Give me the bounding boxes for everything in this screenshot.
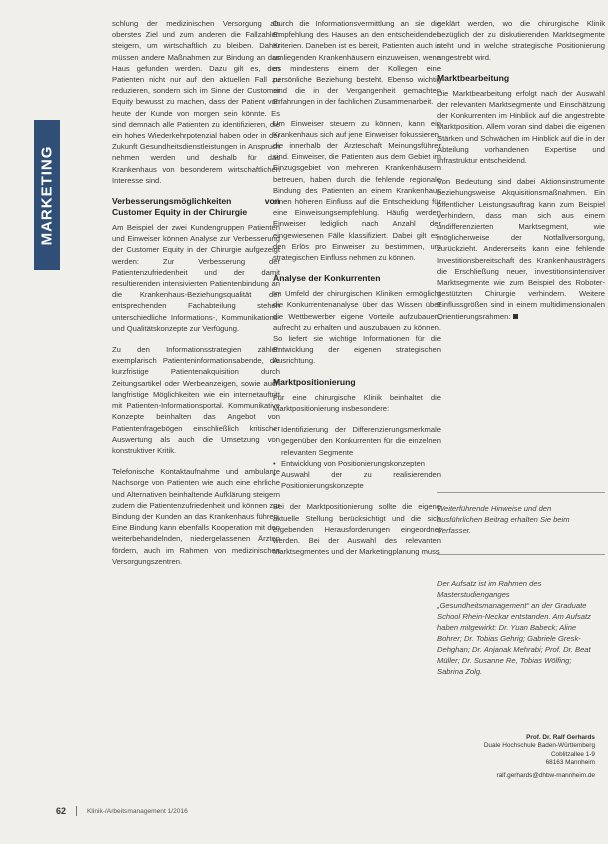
- author-email: ralf.gerhards@dhbw-mannheim.de: [496, 772, 595, 779]
- column-1: [112, 18, 280, 577]
- end-mark-icon: [513, 314, 518, 319]
- divider: [437, 554, 605, 555]
- paragraph: Durch die Informationsvermittlung an sie die Empfehlung des Hauses an den entscheidenden Kriterien. Daneben ist es bereit, Patienten auch in umliegenden Krankenhäusern einzuweisen, wenn es mindestens einem der Kollegen eine persönliche Beziehung besteht. Ebenso wichtig sind die in der Vergangenheit gemachten Erfahrungen in der fachlichen Zusammenarbeit.: [273, 19, 441, 107]
- authors-note: Der Aufsatz ist im Rahmen des Masterstudienganges „Gesundheitsmanagement“ an der Graduate School Rhein-Neckar entstanden. Am Aufsatz haben mitgewirkt: Dr. Yuan Babeck; Aline Bohrer; Dr. Tobias Gehrig; Gabriele Gresk-Dehghan; Dr. Anjanak Mehrabi; Prof. Dr. Beat Müller; Dr. Susanne Re, Tobias Wölfing; Sabrina Zolg.: [437, 579, 591, 676]
- paragraph: Im Umfeld der chirurgischen Kliniken ermöglicht die Konkurrentenanalyse über das Wissen über die Wettbewerber eigene Vorteile aufzubauen, aufrecht zu erhalten und auszubauen zu können. So liefert sie wichtige Informationen für die Entwicklung der eigenen strategischen Ausrichtung.: [273, 289, 441, 366]
- paragraph: Für eine chirurgische Klinik beinhaltet die Marktpositionierung insbesondere:: [273, 392, 441, 413]
- paragraph: Bei der Marktpositionierung sollte die eigene aktuelle Stellung berücksichtigt und die sich ergebenden Herausforderungen eingeordnet werden. Bei der Auswahl des relevanten Marktsegmentes und der Marketingplanung muss: [273, 502, 441, 557]
- paragraph: Am Beispiel der zwei Kundengruppen Patienten und Einweiser können Analyse zur Verbesserung der Customer Equity in der Chirurgie aufgezeigt werden: Zur Verbesserung der Patientenzufriedenheit und der damit resultierenden intensivierten Patientenbindung an die Krankenhaus-Beziehungsqualität der entsprechenden Fachabteilung stehen unterschiedliche Informations-, Kommunikations- und Qualitätskonzepte zur Verfügung.: [112, 223, 280, 333]
- paragraph: Zu den Informationsstrategien zählen exemplarisch Patienteninformationsabende, die kurzfristige Patientenakquisition durch Zeitungsartikel oder Werbeanzeigen, sowie auch langfristige Möglichkeiten wie ein internetauftritt mit Patienten-Informationsportal. Kommunikative Konzepte beinhalten das Angebot von Patientenfragebögen einschließlich kritischer Auswertung als auch die Umsetzung von konstruktiver Kritik.: [112, 345, 280, 455]
- author-name: Prof. Dr. Ralf Gerhards: [526, 734, 595, 741]
- section-heading: Verbesserungsmöglichkeiten von Customer Equity in der Chirurgie: [112, 196, 280, 218]
- author-city: 68163 Mannheim: [545, 759, 595, 767]
- paragraph: Telefonische Kontaktaufnahme und ambulante Nachsorge von Patienten wie auch eine ehrliche und Alternativen beinhaltende Aufklärung steigern zudem die Patientenzufriedenheit und können zur Bindung der Kunden an das Krankenhaus führen. Eine Bindung kann ebenfalls Kooperation mit den weiterbehandelnden, niedergelassenen Ärzten fördern, auch im Rahmen von medizinischen Versorgungszentren.: [112, 467, 280, 566]
- paragraph: schlung der medizinischen Versorgung als oberstes Ziel und zum anderen die Fallzahlen steigern, um wirtschaftlich zu bleiben. Daher müssen andere Maßnahmen zur Bindung an das Haus gefunden werden. Dazu gilt es, den Patienten nicht nur auf den aktuellen Fall zu reduzieren, sondern sich im Sinne der Customer Equity bewusst zu machen, dass der Patient von heute der Kunde von morgen sein könnte. Es sind demnach alle Patienten zu identifizieren, die ein hohes Wiederkehrpotenzial haben oder in der Zukunft Gesundheitsdienstleistungen in Anspruch nehmen werden und deshalb für das Krankenhaus von besonderem wirtschaftlichen Interesse sind.: [112, 19, 280, 185]
- paragraph: [437, 176, 605, 322]
- footer-separator: [76, 806, 77, 816]
- section-heading: Analyse der Konkurrenten: [273, 273, 381, 284]
- author-affiliation: Duale Hochschule Baden-Württemberg: [483, 742, 595, 750]
- paragraph: geklärt werden, wo die chirurgische Klinik bezüglich der zu diskutierenden Marktsegmente steht und in welche strategische Positionierung angestrebt wird.: [437, 19, 605, 62]
- list-item: • Identifizierung der Differenzierungsmerkmale gegenüber den Konkurrenten für die einzelnen relevanten Segmente: [273, 424, 441, 458]
- divider: [437, 492, 605, 493]
- author-street: Coblitzallee 1-9: [550, 750, 595, 758]
- author-contact: [437, 734, 595, 768]
- column-3: [437, 18, 605, 332]
- list-item: • Auswahl der zu realisierenden Positionierungskonzepte: [273, 469, 441, 491]
- section-tab: [34, 120, 60, 270]
- paragraph: Die Marktbearbeitung erfolgt nach der Auswahl der relevanten Marktsegmente und Einschätzung der Konkurrenten im Hinblick auf die angestrebte Marktposition. Allem voran sind dabei die eigenen Stärken und Schwächen im Hinblick auf die in der Abteilung vorhandenen Expertise und Infrastruktur entscheidend.: [437, 88, 605, 166]
- paragraph: Um Einweiser steuern zu können, kann ein Krankenhaus sich auf jene Einweiser fokussieren, die innerhalb der Ärzteschaft Meinungsführer sind. Einweiser, die Patienten aus dem Gebiet im Einzugsgebiet von mehreren Krankenhäusern betreuen, haben durch die fehlende regionale Bindung des Patienten an einem Krankenhaus einen höheren Einfluss auf die Entscheidung für eine Einweisungsempfehlung. Häufig werden Einweiser lediglich nach Anzahl der eingewiesenen Fälle klassifiziert. Dabei gilt es, den Erlös pro Einweiser zu bestimmen, um strategischen Einfluss nehmen zu können.: [273, 118, 441, 263]
- column-2: [273, 18, 441, 567]
- page-number: 62: [56, 806, 67, 816]
- section-heading: Marktbearbeitung: [437, 72, 510, 83]
- bullet-list: [273, 424, 441, 491]
- further-info-note: Weiterführende Hinweise und den ausführlichen Beitrag erhalten Sie beim Verfasser.: [437, 504, 570, 535]
- paragraph-text: Von Bedeutung sind dabei Aktionsinstrumente beziehungsweise Akquisitionsmaßnahmen. Ein öffentlicher Leistungsauftrag kann zum Beispiel verhindern, dass man sich aus einem undifferenzierten Marktsegment, wie möglicherweise der Notfallversorgung, zurückzieht. Andererseits kann eine fehlende Investitionsbereitschaft des Krankenhausträgers die Erschließung neuer, investitionsintensiver Marktsegmente wie zum Beispiel des Roboter-gestützten Chirurgie verhindern. Weitere Einflussgrößen sind in einem multidimensionalen Orientierungsrahmen:: [437, 177, 605, 321]
- section-heading: Marktpositionierung: [273, 376, 356, 387]
- publication-source: Klinik-/Arbeitsmanagement 1/2016: [87, 807, 188, 815]
- page-footer: [56, 806, 188, 816]
- section-label: MARKETING: [38, 145, 56, 245]
- list-item: • Entwicklung von Positionierungskonzepten: [273, 458, 441, 469]
